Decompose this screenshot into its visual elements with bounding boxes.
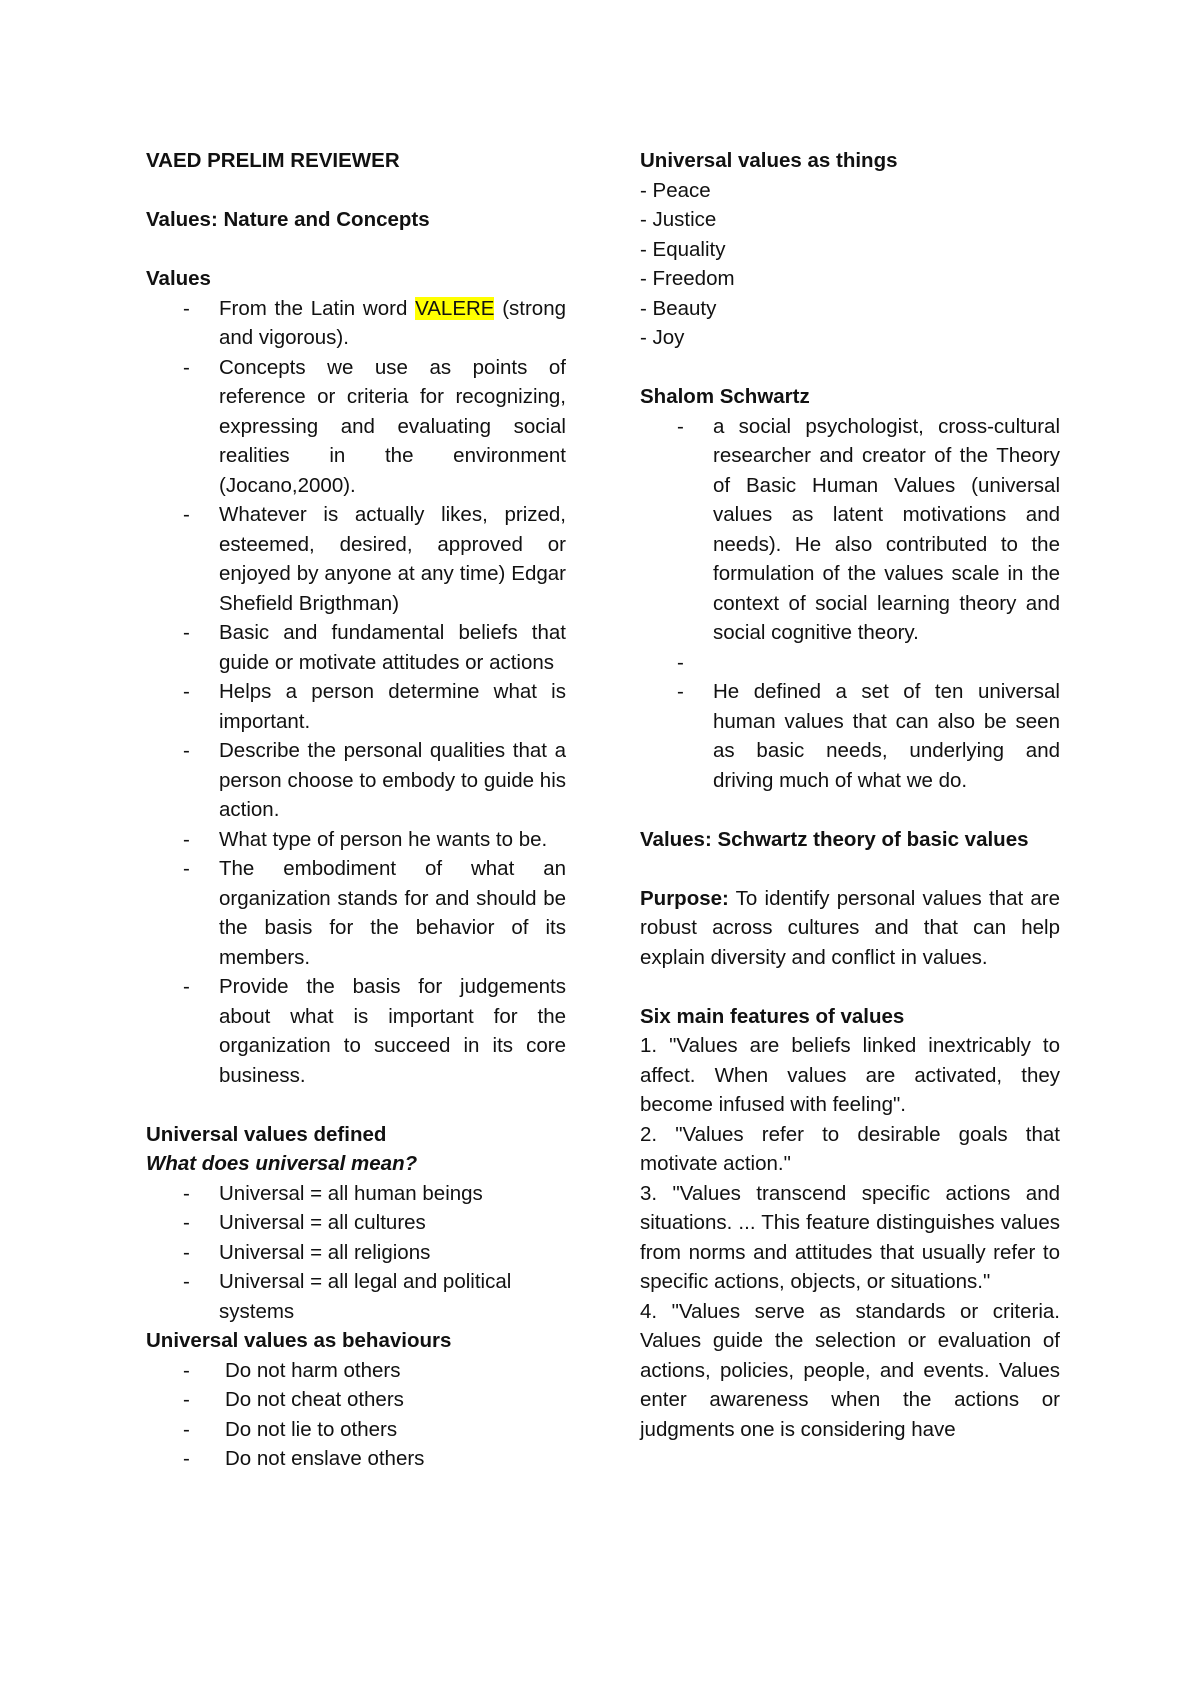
purpose-text: To identify personal values that are robust across cultures and that can help explain diversity and conflict in values.: [640, 886, 1060, 969]
list-item: - Concepts we use as points of reference or criteria for recognizing, expressing and evaluating social realities in the environment (Jocano,2000).: [146, 353, 566, 501]
section-heading-universal-defined: Universal values defined: [146, 1122, 387, 1146]
universal-defined-list: [146, 1179, 566, 1327]
section-heading-things: Universal values as things: [640, 149, 898, 172]
list-item: - Freedom: [640, 267, 735, 290]
behaviours-list: [146, 1356, 566, 1474]
values-list: [146, 294, 566, 1091]
list-item: - Do not enslave others: [146, 1444, 566, 1474]
list-item: - Joy: [640, 326, 685, 349]
list-item: - He defined a set of ten universal human values that can also be seen as basic needs, underlying and driving much of what we do.: [640, 677, 1060, 795]
feature-item: 3. "Values transcend specific actions and situations. ... This feature distinguishes values from norms and attitudes that usually refer to specific actions, objects, or situations.": [640, 1181, 1060, 1293]
schwartz-list: [640, 412, 1060, 796]
list-item: - Provide the basis for judgements about what is important for the organization to succeed in its core business.: [146, 972, 566, 1090]
list-item: - Whatever is actually likes, prized, esteemed, desired, approved or enjoyed by anyone at any time) Edgar Shefield Brigthman): [146, 500, 566, 618]
feature-item: 1. "Values are beliefs linked inextricably to affect. When values are activated, they become infused with feeling".: [640, 1034, 1060, 1116]
list-item: [146, 294, 566, 353]
purpose-label: Purpose:: [640, 886, 729, 910]
question-heading: What does universal mean?: [146, 1152, 418, 1175]
list-item: - Universal = all cultures: [146, 1208, 566, 1238]
spacer: [640, 648, 1060, 678]
section-heading-values: Values: [146, 267, 211, 290]
list-item: - Do not harm others: [146, 1356, 566, 1386]
list-item: - Peace: [640, 178, 711, 202]
section-heading-nature: Values: Nature and Concepts: [146, 208, 430, 231]
list-item-text: From the Latin word: [219, 296, 416, 320]
list-item: - Beauty: [640, 296, 717, 320]
list-item: - a social psychologist, cross-cultural researcher and creator of the Theory of Basic Human Values (universal values as latent motivations and needs). He also contributed to the formulation of the values scale in the context of social learning theory and social cognitive theory.: [640, 412, 1060, 648]
list-item: - Do not lie to others: [146, 1415, 566, 1445]
section-heading-six-features: Six main features of values: [640, 1004, 905, 1028]
list-item: - Do not cheat others: [146, 1385, 566, 1415]
right-column: [640, 146, 1060, 1444]
highlighted-term: VALERE: [415, 296, 495, 320]
feature-item: 2. "Values refer to desirable goals that motivate action.": [640, 1122, 1060, 1175]
list-item: - Helps a person determine what is important.: [146, 677, 566, 736]
section-heading-behaviours: Universal values as behaviours: [146, 1329, 452, 1352]
list-item: - Equality: [640, 237, 726, 261]
list-item: - The embodiment of what an organization stands for and should be the basis for the behavior of its members.: [146, 854, 566, 972]
left-column: [146, 146, 566, 1474]
section-heading-schwartz: Shalom Schwartz: [640, 385, 810, 408]
list-item: - Basic and fundamental beliefs that guide or motivate attitudes or actions: [146, 618, 566, 677]
things-list: [640, 176, 1060, 353]
list-item: - Universal = all human beings: [146, 1179, 566, 1209]
list-item: - Universal = all legal and political systems: [146, 1267, 566, 1326]
list-item: - Justice: [640, 208, 717, 231]
list-item: - What type of person he wants to be.: [146, 825, 566, 855]
document-title: VAED PRELIM REVIEWER: [146, 149, 400, 172]
purpose-paragraph: [640, 884, 1060, 973]
list-item-text: (strong and vigorous).: [219, 296, 567, 349]
list-item: - Describe the personal qualities that a person choose to embody to guide his action.: [146, 736, 566, 825]
section-heading-schwartz-theory: Values: Schwartz theory of basic values: [640, 827, 1029, 851]
list-item: - Universal = all religions: [146, 1238, 566, 1268]
feature-item: 4. "Values serve as standards or criteria. Values guide the selection or evaluation of actions, policies, people, and events. Values enter awareness when the actions or judgments one is considering have: [640, 1299, 1060, 1441]
